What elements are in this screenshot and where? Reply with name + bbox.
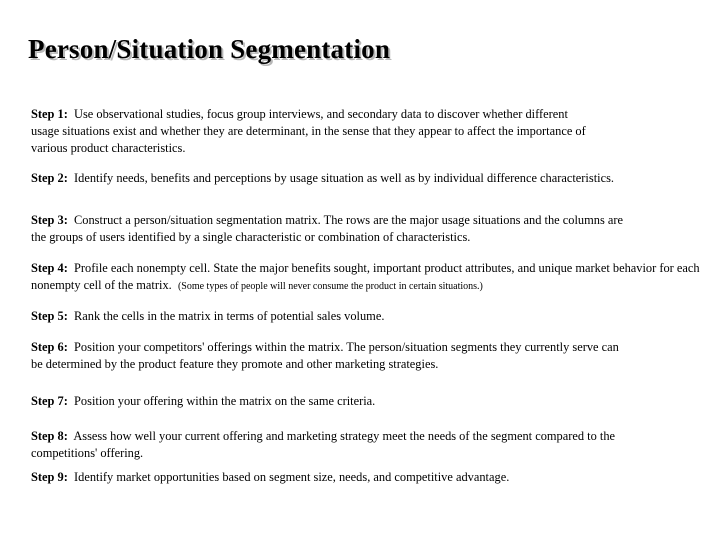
step-6 <box>31 339 621 373</box>
step-1-text: Use observational studies, focus group interviews, and secondary data to discover whether different usage situations exist and whether they are determinant, in the sense that they appear to affect the importance of various product characteristics. <box>31 107 586 155</box>
step-1 <box>31 106 596 157</box>
step-4-label: Step 4: <box>31 261 68 275</box>
step-6-label: Step 6: <box>31 340 68 354</box>
step-2-text: Identify needs, benefits and perceptions by usage situation as well as by individual difference characteristics. <box>74 171 614 185</box>
step-3 <box>31 212 631 246</box>
page-title: Person/Situation Segmentation <box>28 34 391 64</box>
step-3-text: Construct a person/situation segmentation matrix. The rows are the major usage situations and the columns are the groups of users identified by a single characteristic or combination of characteristics. <box>31 213 623 244</box>
step-5-label: Step 5: <box>31 309 68 323</box>
step-7-text: Position your offering within the matrix on the same criteria. <box>74 394 376 408</box>
step-6-text: Position your competitors' offerings within the matrix. The person/situation segments they currently serve can be determined by the product feature they promote and other marketing strategies. <box>31 340 619 371</box>
step-8-label: Step 8: <box>31 429 68 443</box>
step-4 <box>31 260 711 295</box>
step-9-text: Identify market opportunities based on segment size, needs, and competitive advantage. <box>74 470 510 484</box>
step-3-label: Step 3: <box>31 213 68 227</box>
step-2-label: Step 2: <box>31 171 68 185</box>
step-1-label: Step 1: <box>31 107 68 121</box>
step-7-label: Step 7: <box>31 394 68 408</box>
step-5 <box>31 308 706 325</box>
step-8-text: Assess how well your current offering and marketing strategy meet the needs of the segment compared to the competitions' offering. <box>31 429 616 460</box>
step-5-text: Rank the cells in the matrix in terms of potential sales volume. <box>74 309 385 323</box>
step-9-label: Step 9: <box>31 470 68 484</box>
step-2 <box>31 170 631 187</box>
step-4-note: (Some types of people will never consume the product in certain situations.) <box>177 281 483 292</box>
step-7 <box>31 393 706 410</box>
step-8 <box>31 428 621 462</box>
step-9 <box>31 469 706 486</box>
step-4-text: Profile each nonempty cell. State the major benefits sought, important product attributes, and unique market behavior for each nonempty cell of the matrix. <box>31 261 700 292</box>
